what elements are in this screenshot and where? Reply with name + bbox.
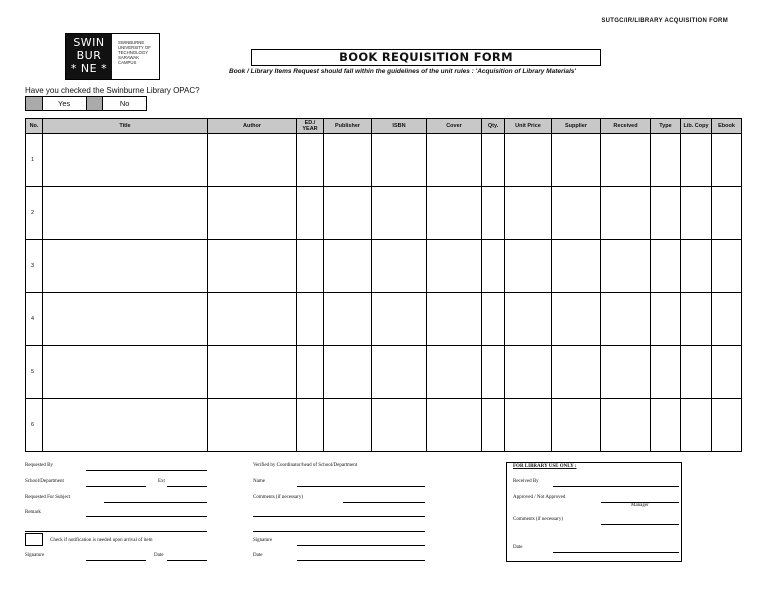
table-cell[interactable] <box>552 293 601 346</box>
logo-mark-line: SWIN <box>73 36 105 49</box>
verifier-date-label: Date <box>253 553 263 558</box>
table-cell[interactable] <box>651 346 681 399</box>
row-number: 5 <box>26 346 43 399</box>
table-cell[interactable] <box>208 240 297 293</box>
table-cell[interactable] <box>297 187 324 240</box>
table-cell[interactable] <box>372 134 427 187</box>
table-cell[interactable] <box>601 240 651 293</box>
table-cell[interactable] <box>712 134 742 187</box>
remark-field[interactable] <box>86 516 207 517</box>
table-cell[interactable] <box>324 293 372 346</box>
table-cell[interactable] <box>43 187 208 240</box>
table-cell[interactable] <box>372 346 427 399</box>
manager-label: Manager <box>631 503 649 508</box>
verified-label: Verified by Coordinator/head of School/Department <box>253 463 358 468</box>
table-row <box>26 293 742 346</box>
table-cell[interactable] <box>372 187 427 240</box>
column-header: No. <box>26 119 43 134</box>
table-row <box>26 134 742 187</box>
table-cell[interactable] <box>601 134 651 187</box>
table-cell[interactable] <box>43 346 208 399</box>
table-cell[interactable] <box>427 346 482 399</box>
approved-label: Approved / Not Approved <box>513 495 566 500</box>
ext-label: Ext <box>158 479 165 484</box>
table-cell[interactable] <box>43 293 208 346</box>
requisition-table <box>25 118 742 452</box>
table-cell[interactable] <box>712 293 742 346</box>
table-cell[interactable] <box>297 134 324 187</box>
library-use-box <box>506 462 682 562</box>
table-row <box>26 187 742 240</box>
yes-checkbox[interactable] <box>26 97 43 110</box>
library-date-field[interactable] <box>553 552 679 553</box>
logo-mark <box>66 34 112 79</box>
row-number: 3 <box>26 240 43 293</box>
table-cell[interactable] <box>297 346 324 399</box>
column-header: Publisher <box>324 119 372 134</box>
name-field[interactable] <box>297 486 425 487</box>
table-cell[interactable] <box>651 399 681 452</box>
table-cell[interactable] <box>552 187 601 240</box>
university-logo <box>65 33 160 80</box>
table-cell[interactable] <box>427 293 482 346</box>
comments-label: Comments (if necessary) <box>253 495 303 500</box>
table-cell[interactable] <box>505 134 552 187</box>
requested-by-field[interactable] <box>86 470 207 471</box>
form-code: SUTGC/IR/LIBRARY ACQUISITION FORM <box>601 18 728 24</box>
row-number: 6 <box>26 399 43 452</box>
remark-label: Remark <box>25 510 41 515</box>
table-cell[interactable] <box>427 134 482 187</box>
row-number: 4 <box>26 293 43 346</box>
column-header: ED./ YEAR <box>297 119 324 134</box>
table-cell[interactable] <box>552 346 601 399</box>
remark-field-2[interactable] <box>25 531 207 532</box>
column-header: Type <box>651 119 681 134</box>
table-cell[interactable] <box>208 293 297 346</box>
table-cell[interactable] <box>505 187 552 240</box>
table-cell[interactable] <box>712 187 742 240</box>
table-cell[interactable] <box>552 134 601 187</box>
name-label: Name <box>253 479 265 484</box>
comments-field[interactable] <box>343 502 425 503</box>
table-cell[interactable] <box>324 346 372 399</box>
date-label: Date <box>154 553 164 558</box>
school-label: School/Department <box>25 479 64 484</box>
library-comments-label: Comments (if necessary) <box>513 517 563 522</box>
column-header: Title <box>43 119 208 134</box>
column-header: Received <box>601 119 651 134</box>
verifier-signature-label: Signature <box>253 538 273 543</box>
verifier-date-field[interactable] <box>297 560 425 561</box>
table-cell[interactable] <box>43 399 208 452</box>
table-cell[interactable] <box>505 240 552 293</box>
column-header: ISBN <box>372 119 427 134</box>
table-cell[interactable] <box>427 187 482 240</box>
table-cell[interactable] <box>208 346 297 399</box>
table-cell[interactable] <box>601 399 651 452</box>
table-row <box>26 240 742 293</box>
table-cell[interactable] <box>482 240 505 293</box>
table-cell[interactable] <box>372 399 427 452</box>
logo-mark-line: BUR <box>76 49 102 62</box>
table-cell[interactable] <box>651 240 681 293</box>
table-cell[interactable] <box>505 346 552 399</box>
table-cell[interactable] <box>681 399 712 452</box>
form-subtitle: Book / Library Items Request should fall within the guidelines of the unit rules : 'Acquisition of Library Materials' <box>229 68 576 75</box>
opac-question: Have you checked the Swinburne Library OPAC? <box>25 86 200 95</box>
library-use-title: FOR LIBRARY USE ONLY : <box>513 464 577 469</box>
table-cell[interactable] <box>297 240 324 293</box>
column-header: Ebook <box>712 119 742 134</box>
table-cell[interactable] <box>681 134 712 187</box>
date-field[interactable] <box>167 560 207 561</box>
table-cell[interactable] <box>552 240 601 293</box>
comments-field-2[interactable] <box>253 516 425 517</box>
comments-field-3[interactable] <box>253 531 425 532</box>
logo-text <box>112 34 159 79</box>
table-cell[interactable] <box>552 399 601 452</box>
table-cell[interactable] <box>505 399 552 452</box>
table-cell[interactable] <box>651 187 681 240</box>
table-cell[interactable] <box>297 399 324 452</box>
table-cell[interactable] <box>324 399 372 452</box>
table-cell[interactable] <box>427 399 482 452</box>
received-by-label: Received By <box>513 479 539 484</box>
table-cell[interactable] <box>427 240 482 293</box>
table-cell[interactable] <box>505 293 552 346</box>
table-cell[interactable] <box>601 346 651 399</box>
verifier-signature-field[interactable] <box>297 545 425 546</box>
signature-label: Signature <box>25 553 45 558</box>
table-cell[interactable] <box>712 399 742 452</box>
row-number: 1 <box>26 134 43 187</box>
column-header: Qty. <box>482 119 505 134</box>
table-cell[interactable] <box>324 187 372 240</box>
ext-field[interactable] <box>167 486 207 487</box>
table-cell[interactable] <box>712 240 742 293</box>
table-cell[interactable] <box>482 293 505 346</box>
table-cell[interactable] <box>208 134 297 187</box>
logo-text-line: SARAWAK CAMPUS <box>118 55 140 65</box>
column-header: Unit Price <box>505 119 552 134</box>
table-cell[interactable] <box>324 240 372 293</box>
table-cell[interactable] <box>651 134 681 187</box>
logo-text-line: SWINBURNE <box>118 40 145 45</box>
table-cell[interactable] <box>712 346 742 399</box>
table-header-row <box>26 119 742 134</box>
notification-checkbox[interactable] <box>25 533 43 546</box>
table-cell[interactable] <box>482 187 505 240</box>
table-cell[interactable] <box>482 346 505 399</box>
column-header: Lib. Copy <box>681 119 712 134</box>
table-cell[interactable] <box>482 399 505 452</box>
notification-label: Check if notification is needed upon arrival of item <box>50 538 153 543</box>
table-cell[interactable] <box>372 293 427 346</box>
yes-label: Yes <box>43 97 87 110</box>
table-cell[interactable] <box>208 187 297 240</box>
table-cell[interactable] <box>681 187 712 240</box>
table-cell[interactable] <box>43 240 208 293</box>
column-header: Supplier <box>552 119 601 134</box>
row-number: 2 <box>26 187 43 240</box>
opac-options <box>25 96 147 111</box>
table-cell[interactable] <box>324 134 372 187</box>
table-row <box>26 346 742 399</box>
signature-field[interactable] <box>86 560 146 561</box>
table-row <box>26 399 742 452</box>
logo-text-line: TECHNOLOGY <box>118 50 149 55</box>
table-cell[interactable] <box>681 293 712 346</box>
table-cell[interactable] <box>681 346 712 399</box>
form-title: BOOK REQUISITION FORM <box>251 49 601 66</box>
subject-field[interactable] <box>104 502 207 503</box>
table-cell[interactable] <box>372 240 427 293</box>
school-field[interactable] <box>86 486 146 487</box>
no-checkbox[interactable] <box>87 97 104 110</box>
no-label: No <box>119 99 130 108</box>
table-cell[interactable] <box>601 293 651 346</box>
table-cell[interactable] <box>208 399 297 452</box>
table-cell[interactable] <box>482 134 505 187</box>
column-header: Cover <box>427 119 482 134</box>
column-header: Author <box>208 119 297 134</box>
subject-label: Requested For Subject <box>25 495 71 500</box>
logo-mark-line: * NE * <box>70 62 108 75</box>
received-by-field[interactable] <box>553 486 679 487</box>
table-cell[interactable] <box>43 134 208 187</box>
table-cell[interactable] <box>681 240 712 293</box>
logo-text-line: UNIVERSITY OF <box>118 45 151 50</box>
table-cell[interactable] <box>601 187 651 240</box>
requested-by-label: Requested By <box>25 463 53 468</box>
library-comments-field[interactable] <box>601 524 679 525</box>
table-cell[interactable] <box>297 293 324 346</box>
library-date-label: Date <box>513 545 523 550</box>
table-cell[interactable] <box>651 293 681 346</box>
